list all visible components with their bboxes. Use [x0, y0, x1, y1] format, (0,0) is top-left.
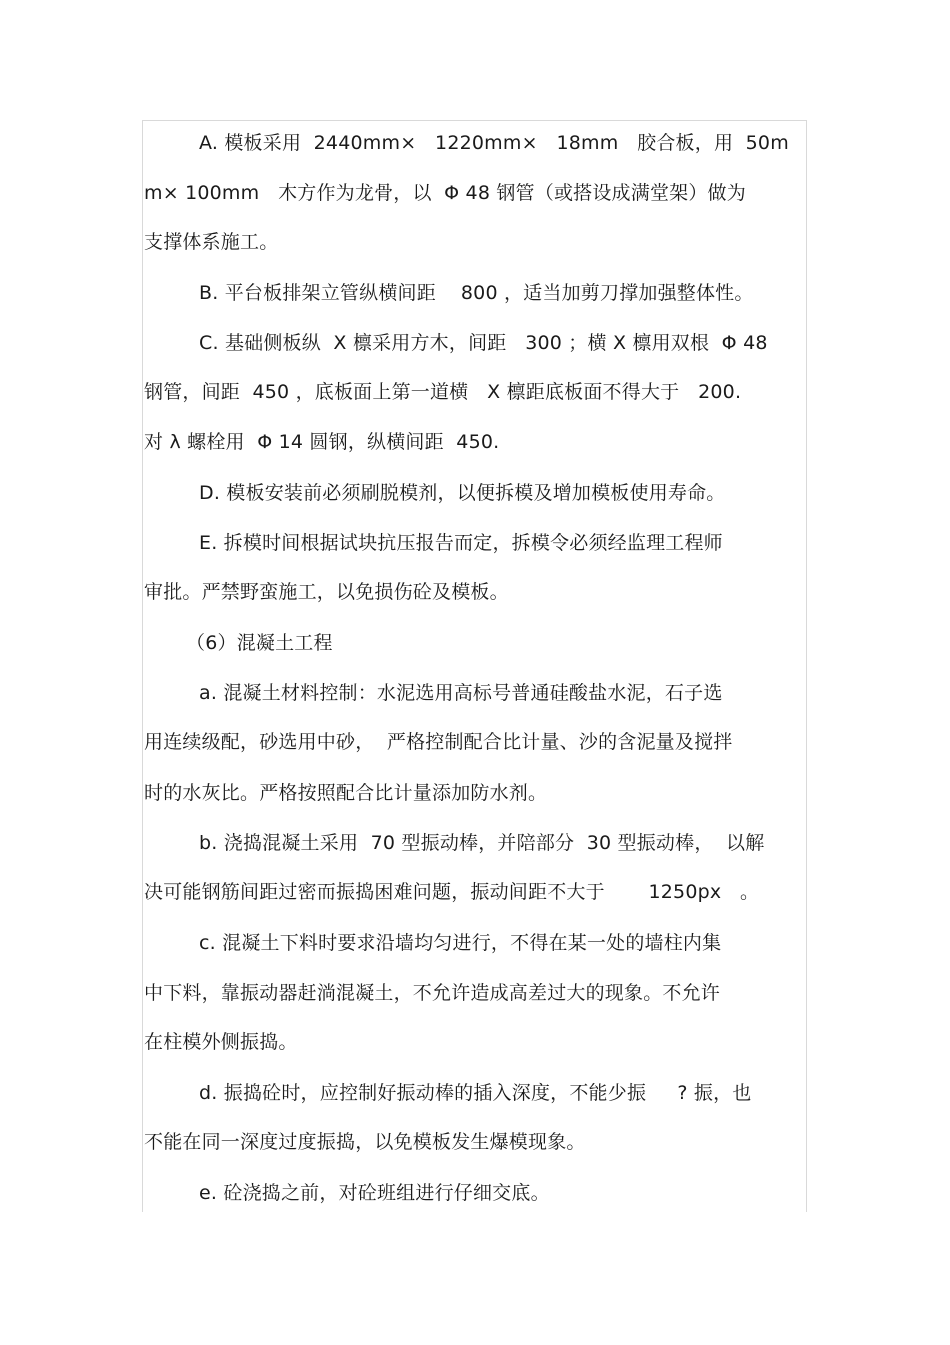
paragraph-b-line-1: B. 平台板排架立管纵横间距 800 ，适当加剪刀撑加强整体性。 — [199, 282, 754, 304]
paragraph-b2-line-1: b. 浇捣混凝土采用 70 型振动棒，并陪部分 30 型振动棒， 以解 — [199, 832, 765, 854]
paragraph-e-line-1: E. 拆模时间根据试块抗压报告而定，拆模令必须经监理工程师 — [199, 532, 723, 554]
paragraph-b2-line-2: 决可能钢筋间距过密而振捣困难问题，振动间距不大于 1250px 。 — [144, 881, 760, 903]
paragraph-d2-line-1: d. 振捣砼时，应控制好振动棒的插入深度，不能少振 ? 振，也 — [199, 1082, 752, 1104]
paragraph-c2-line-3: 在柱模外侧振捣。 — [144, 1031, 298, 1053]
section-heading: （6）混凝土工程 — [186, 632, 333, 654]
paragraph-a-line-1: A. 模板采用 2440mm× 1220mm× 18mm 胶合板，用 50m — [199, 132, 789, 154]
paragraph-a2-line-3: 时的水灰比。严格按照配合比计量添加防水剂。 — [144, 782, 548, 804]
paragraph-e-line-2: 审批。严禁野蛮施工，以免损伤砼及模板。 — [144, 581, 509, 603]
paragraph-e2-line-1: e. 砼浇捣之前，对砼班组进行仔细交底。 — [199, 1182, 550, 1204]
paragraph-c2-line-1: c. 混凝土下料时要求沿墙均匀进行，不得在某一处的墙柱内集 — [199, 932, 722, 954]
paragraph-c-line-3: 对 λ 螺栓用 Φ 14 圆钢，纵横间距 450. — [144, 431, 500, 453]
paragraph-d-line-1: D. 模板安装前必须刷脱模剂，以便拆模及增加模板使用寿命。 — [199, 482, 726, 504]
paragraph-a2-line-1: a. 混凝土材料控制：水泥选用高标号普通硅酸盐水泥，石子选 — [199, 682, 723, 704]
paragraph-c-line-2: 钢管，间距 450 ，底板面上第一道横 X 檩距底板面不得大于 200. — [144, 381, 742, 403]
paragraph-d2-line-2: 不能在同一深度过度振捣，以免模板发生爆模现象。 — [144, 1131, 586, 1153]
paragraph-c2-line-2: 中下料，靠振动器赶淌混凝土，不允许造成高差过大的现象。不允许 — [144, 982, 721, 1004]
paragraph-a2-line-2: 用连续级配，砂选用中砂， 严格控制配合比计量、沙的含泥量及搅拌 — [144, 731, 733, 753]
paragraph-a-line-3: 支撑体系施工。 — [144, 231, 279, 253]
paragraph-c-line-1: C. 基础侧板纵 X 檩采用方木，间距 300 ；横 X 檩用双根 Φ 48 — [199, 332, 768, 354]
paragraph-a-line-2: m× 100mm 木方作为龙骨，以 Φ 48 钢管（或搭设成满堂架）做为 — [144, 182, 746, 204]
